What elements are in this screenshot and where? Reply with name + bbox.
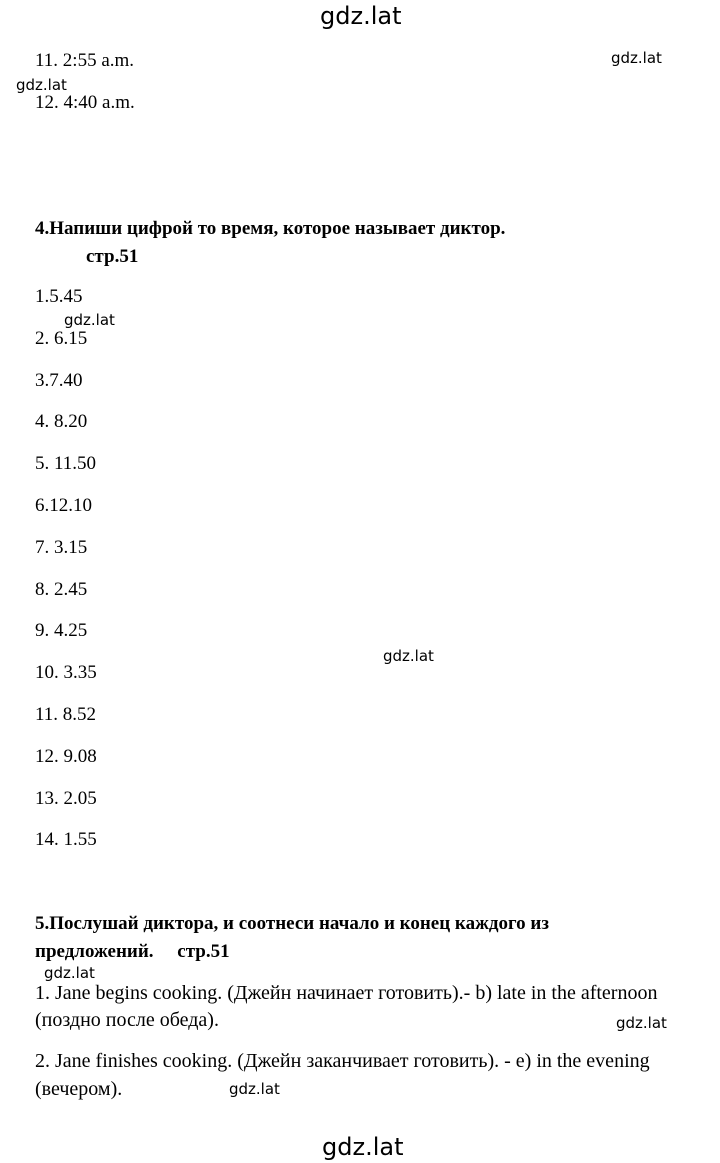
watermark: gdz.lat [229, 1080, 280, 1098]
list-item: 8. 2.45 [35, 579, 88, 600]
list-item: 13. 2.05 [35, 788, 97, 809]
task5-title: 5.Послушай диктора, и соотнеси начало и конец каждого из [35, 913, 549, 934]
list-item: 6.12.10 [35, 495, 92, 516]
list-item: 14. 1.55 [35, 829, 97, 850]
list-item: 12. 4:40 a.m. [35, 92, 135, 113]
list-item: 12. 9.08 [35, 746, 97, 767]
watermark: gdz.lat [44, 964, 95, 982]
answer-line: (вечером). [35, 1078, 123, 1100]
answer-line: 1. Jane begins cooking. (Джейн начинает готовить).- b) late in the afternoon [35, 982, 658, 1004]
watermark: gdz.lat [616, 1014, 667, 1032]
answer-line: (поздно после обеда). [35, 1009, 219, 1031]
list-item: 9. 4.25 [35, 620, 88, 641]
watermark: gdz.lat [16, 76, 67, 94]
task4-title: 4.Напиши цифрой то время, которое называет диктор. [35, 218, 506, 239]
list-item: 5. 11.50 [35, 453, 97, 474]
list-item: 1.5.45 [35, 286, 83, 307]
list-item: 7. 3.15 [35, 537, 88, 558]
watermark: gdz.lat [383, 647, 434, 665]
list-item: 10. 3.35 [35, 662, 97, 683]
list-item: 2. 6.15 [35, 328, 88, 349]
list-item: 11. 8.52 [35, 704, 97, 725]
watermark: gdz.lat [611, 49, 662, 67]
list-item: 4. 8.20 [35, 411, 88, 432]
list-item: 3.7.40 [35, 370, 83, 391]
watermark: gdz.lat [64, 311, 115, 329]
watermark-bottom: gdz.lat [322, 1133, 404, 1161]
task5-title-cont: предложений. стр.51 [35, 941, 230, 962]
watermark-top: gdz.lat [320, 2, 402, 30]
task4-page: стр.51 [86, 246, 139, 267]
answer-line: 2. Jane finishes cooking. (Джейн заканчивает готовить). - e) in the evening [35, 1050, 650, 1072]
list-item: 11. 2:55 a.m. [35, 50, 135, 71]
